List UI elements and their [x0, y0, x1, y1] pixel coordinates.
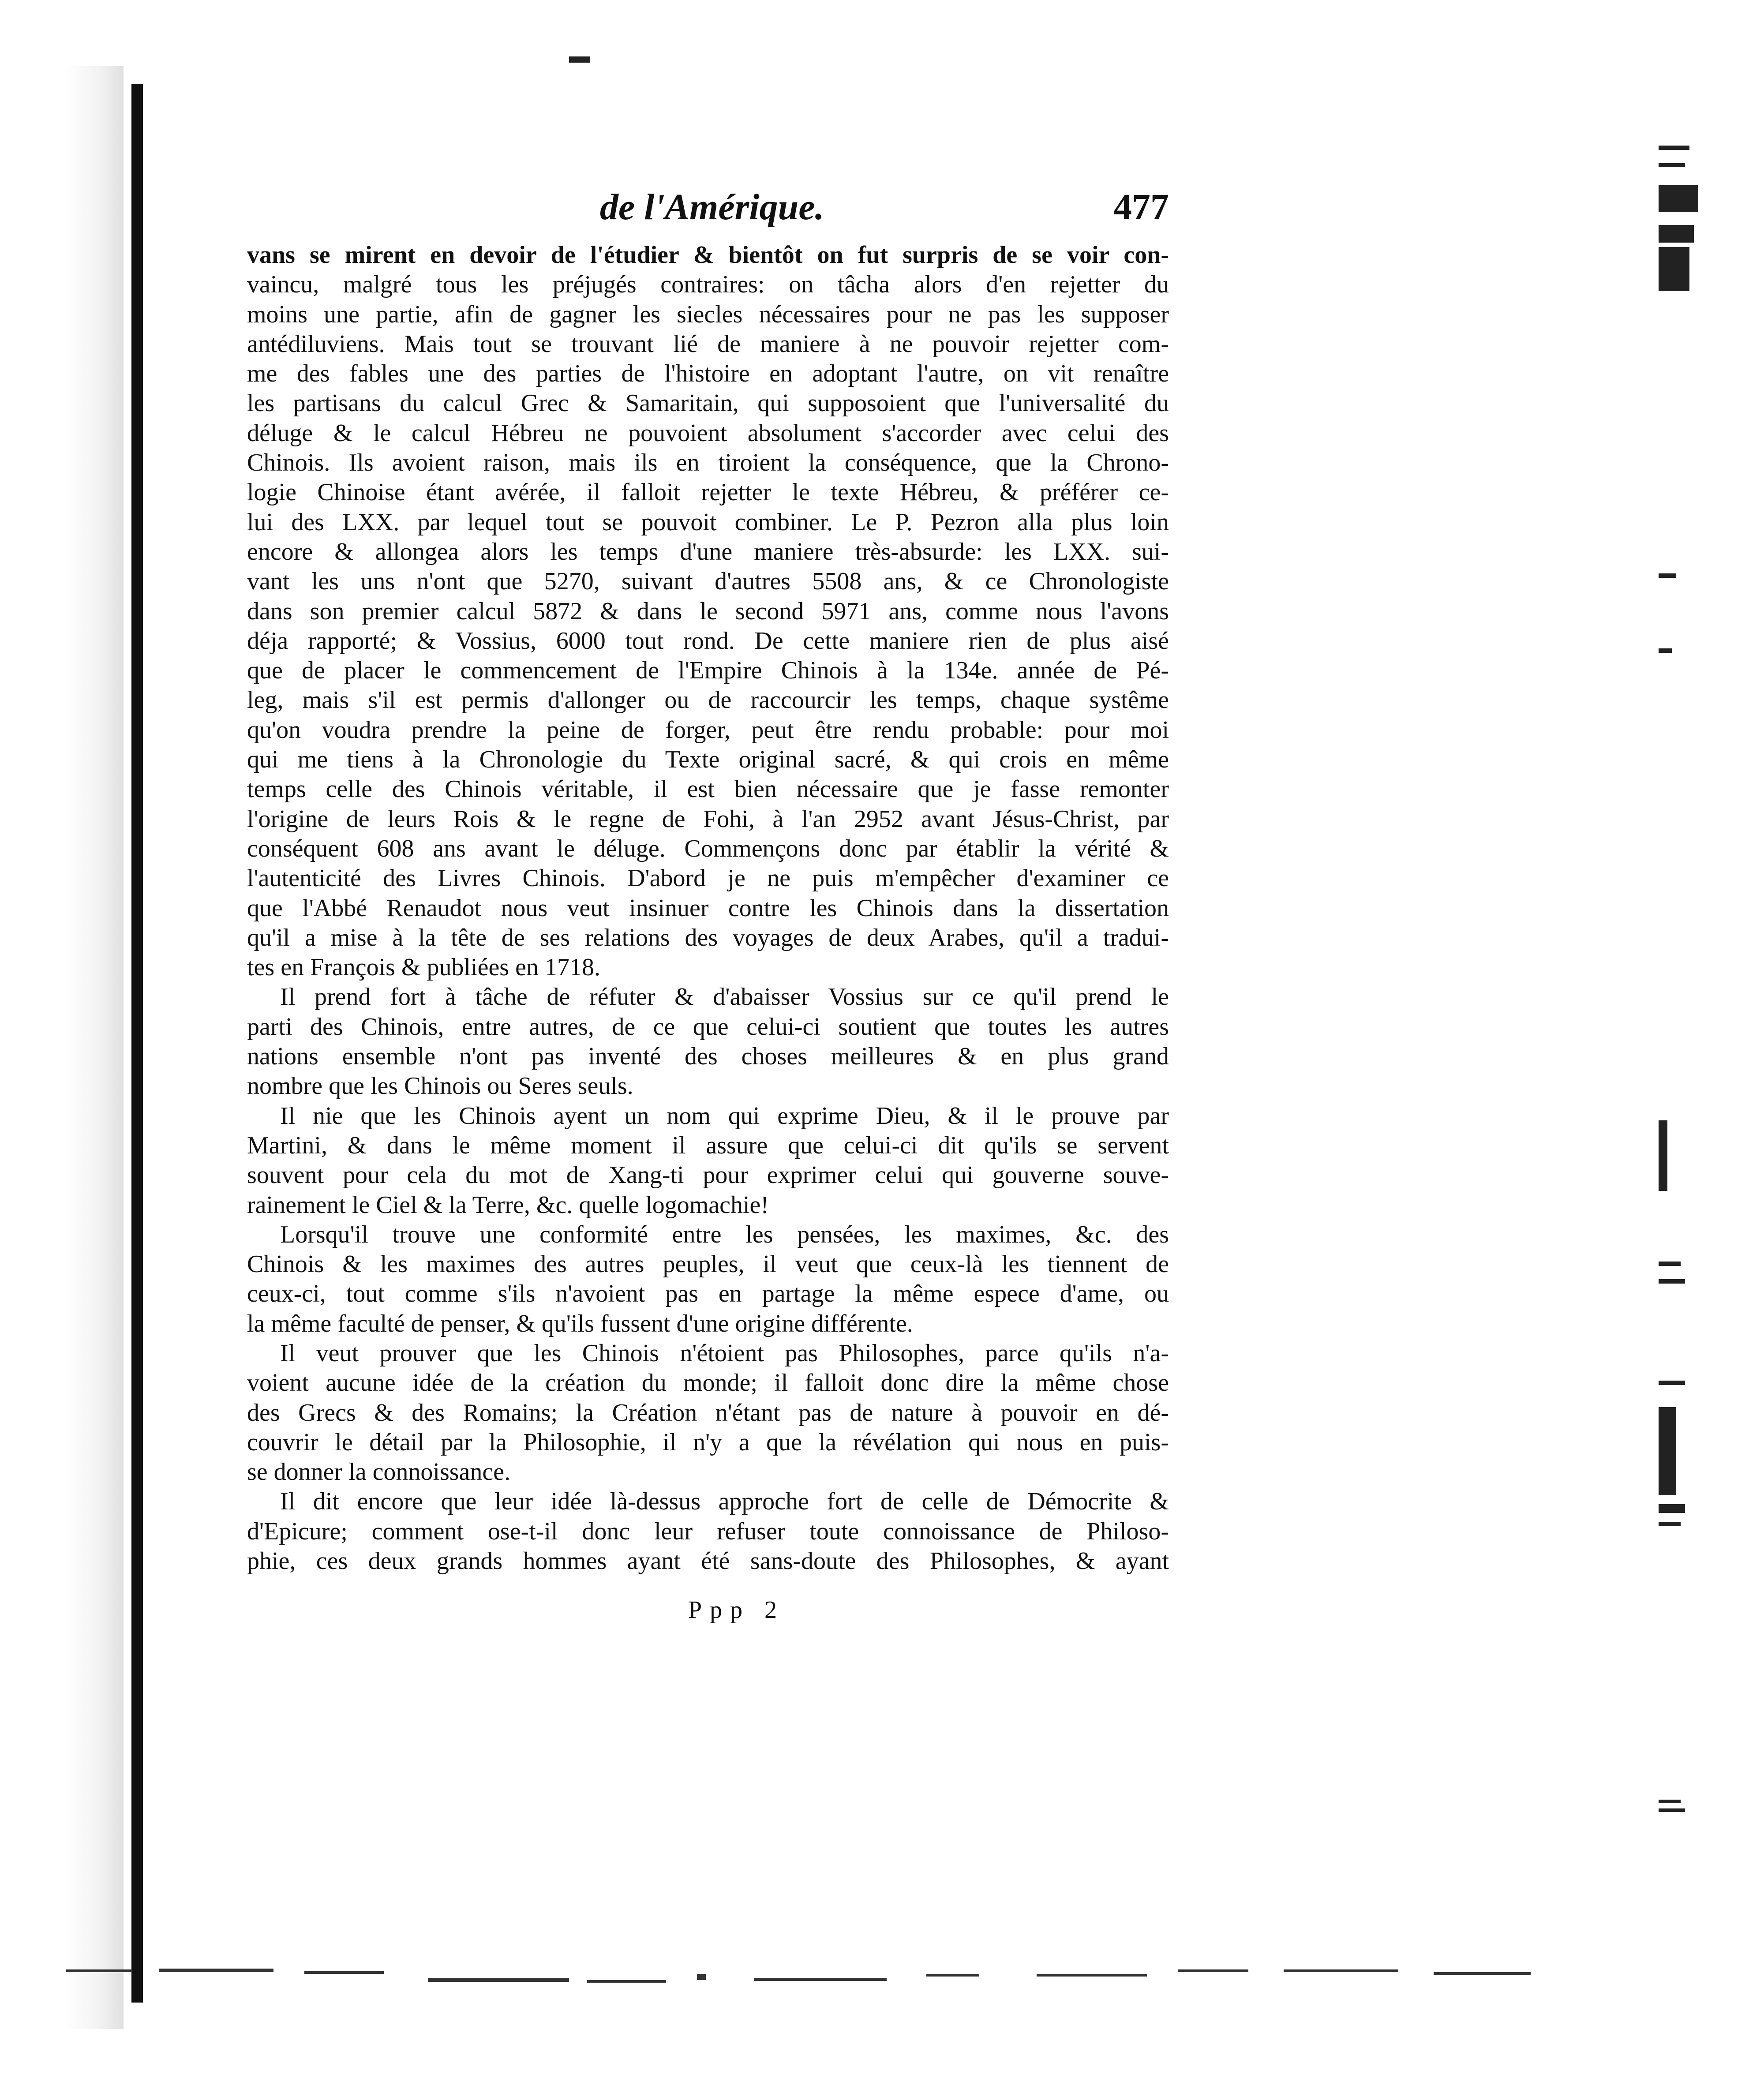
text-line: dans son premier calcul 5872 & dans le second 5971 ans, comme nous l'avons	[247, 597, 1169, 625]
text-line: d'Epicure; comment ose-t-il donc leur refuser toute connoissance de Philoso-	[247, 1517, 1169, 1545]
binding-edge	[131, 84, 143, 2003]
text-line: Lorsqu'il trouve une conformité entre les pensées, les maximes, &c. des	[280, 1220, 1169, 1248]
text-line: vant les uns n'ont que 5270, suivant d'autres 5508 ans, & ce Chronologiste	[247, 568, 1169, 595]
text-line: les partisans du calcul Grec & Samaritain, qui supposoient que l'universalité du	[247, 389, 1169, 417]
scan-marks-bottom	[66, 1961, 1544, 1987]
text-line: couvrir le détail par la Philosophie, il n'y a que la révélation qui nous en puis-	[247, 1428, 1169, 1456]
text-line: Chinois. Ils avoient raison, mais ils en tiroient la conséquence, que la Chrono-	[247, 449, 1169, 477]
text-line: phie, ces deux grands hommes ayant été sans-doute des Philosophes, & ayant	[247, 1547, 1169, 1575]
text-line: qu'on voudra prendre la peine de forger, peut être rendu probable: pour moi	[247, 716, 1169, 744]
text-line: vans se mirent en devoir de l'étudier & bientôt on fut surpris de se voir con-	[247, 241, 1169, 269]
text-line: vaincu, malgré tous les préjugés contraires: on tâcha alors d'en rejetter du	[247, 271, 1169, 299]
text-line: antédiluviens. Mais tout se trouvant lié de maniere à ne pouvoir rejetter com-	[247, 330, 1169, 358]
signature-mark: Ppp 2	[688, 1596, 785, 1624]
text-line: temps celle des Chinois véritable, il est bien nécessaire que je fasse remonter	[247, 775, 1169, 803]
binding-shadow	[66, 66, 124, 2029]
text-line: logie Chinoise étant avérée, il falloit rejetter le texte Hébreu, & préférer ce-	[247, 479, 1169, 506]
running-header	[247, 179, 1169, 236]
text-line: encore & allongea alors les temps d'une maniere très-absurde: les LXX. sui-	[247, 538, 1169, 565]
text-line: parti des Chinois, entre autres, de ce que celui-ci soutient que toutes les autres	[247, 1013, 1169, 1041]
body-text	[247, 240, 1169, 1576]
text-line: voient aucune idée de la création du monde; il falloit donc dire la même chose	[247, 1369, 1169, 1397]
text-line: que de placer le commencement de l'Empire Chinois à la 134e. année de Pé-	[247, 657, 1169, 685]
text-line: l'origine de leurs Rois & le regne de Fohi, à l'an 2952 avant Jésus-Christ, par	[247, 805, 1169, 833]
text-line: Il veut prouver que les Chinois n'étoient pas Philosophes, parce qu'ils n'a-	[280, 1339, 1169, 1367]
text-line: Martini, & dans le même moment il assure que celui-ci dit qu'ils se servent	[247, 1131, 1169, 1159]
text-line: Il nie que les Chinois ayent un nom qui exprime Dieu, & il le prouve par	[280, 1102, 1169, 1130]
text-line: ceux-ci, tout comme s'ils n'avoient pas en partage la même espece d'ame, ou	[247, 1280, 1169, 1308]
text-line: lui des LXX. par lequel tout se pouvoit combiner. Le P. Pezron alla plus loin	[247, 508, 1169, 536]
text-line: souvent pour cela du mot de Xang-ti pour exprimer celui qui gouverne souve-	[247, 1161, 1169, 1189]
scan-marks-right	[1659, 132, 1707, 1897]
running-title: de l'Amérique.	[600, 187, 824, 228]
text-line: la même faculté de penser, & qu'ils fussent d'une origine différente.	[247, 1310, 913, 1337]
text-line: des Grecs & des Romains; la Création n'étant pas de nature à pouvoir en dé-	[247, 1399, 1169, 1426]
text-line: que l'Abbé Renaudot nous veut insinuer contre les Chinois dans la dissertation	[247, 894, 1169, 922]
scan-mark-top	[569, 56, 590, 63]
text-line: leg, mais s'il est permis d'allonger ou de raccourcir les temps, chaque systême	[247, 686, 1169, 714]
page-number: 477	[1113, 187, 1169, 228]
text-line: moins une partie, afin de gagner les siecles nécessaires pour ne pas les supposer	[247, 300, 1169, 328]
text-line: qui me tiens à la Chronologie du Texte original sacré, & qui crois en même	[247, 746, 1169, 774]
text-line: nations ensemble n'ont pas inventé des choses meilleures & en plus grand	[247, 1043, 1169, 1071]
text-line: tes en François & publiées en 1718.	[247, 954, 600, 981]
text-line: conséquent 608 ans avant le déluge. Commençons donc par établir la vérité &	[247, 835, 1169, 862]
text-line: Il dit encore que leur idée là-dessus approche fort de celle de Démocrite &	[280, 1488, 1169, 1516]
text-line: se donner la connoissance.	[247, 1458, 511, 1486]
text-line: Il prend fort à tâche de réfuter & d'abaisser Vossius sur ce qu'il prend le	[280, 983, 1169, 1011]
text-line: Chinois & les maximes des autres peuples, il veut que ceux-là les tiennent de	[247, 1250, 1169, 1278]
text-line: déja rapporté; & Vossius, 6000 tout rond. De cette maniere rien de plus aisé	[247, 627, 1169, 655]
text-line: qu'il a mise à la tête de ses relations des voyages de deux Arabes, qu'il a tradui-	[247, 924, 1169, 951]
text-line: rainement le Ciel & la Terre, &c. quelle logomachie!	[247, 1191, 769, 1219]
text-line: l'autenticité des Livres Chinois. D'abord je ne puis m'empêcher d'examiner ce	[247, 865, 1169, 892]
text-line: déluge & le calcul Hébreu ne pouvoient absolument s'accorder avec celui des	[247, 419, 1169, 447]
text-line: me des fables une des parties de l'histoire en adoptant l'autre, on vit renaître	[247, 360, 1169, 388]
text-line: nombre que les Chinois ou Seres seuls.	[247, 1072, 633, 1100]
